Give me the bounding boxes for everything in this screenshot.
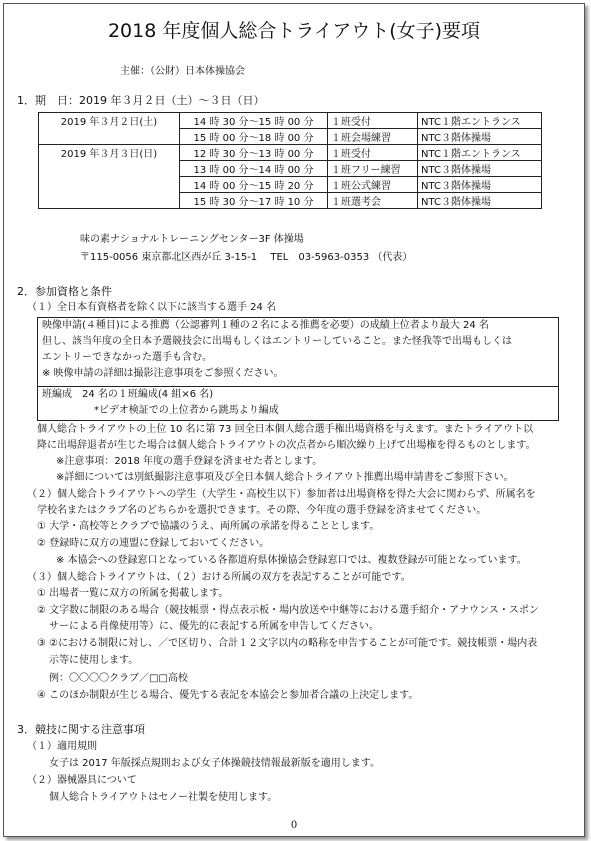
box1-line: エントリーできなかった選手も含む。: [42, 352, 212, 363]
schedule-table: [38, 112, 542, 209]
item3-line: ③ ②における制限に対し、／で区切り、合計１２文字以内の略称を申告することが可能です。競技帳票・場内表: [37, 638, 538, 649]
item2-line: ① 大学・高校等とクラブで協議のうえ、両所属の承諾を得ることとします。: [37, 521, 380, 532]
document-page: [3, 3, 585, 837]
schedule-date: [39, 129, 180, 145]
box1-line: 映像申請(４種目)による推薦（公認審判１種の２名による推薦を必要）の成績上位者より最大 24 名: [42, 320, 489, 331]
schedule-place: NTC３階体操場: [418, 177, 542, 193]
venue-address: 〒115-0056 東京都北区西が丘 3-15-1 TEL 03-5963-0353 （代表）: [80, 252, 413, 263]
item3-line: 示等に使用します。: [49, 655, 139, 666]
item3-line: ② 文字数に制限のある場合（競技帳票・得点表示板・場内放送や中継等における選手紹介・アナウンス・スポン: [37, 605, 539, 616]
schedule-row: [39, 177, 542, 193]
schedule-event: １班フリー練習: [328, 161, 418, 177]
schedule-place: NTC３階体操場: [418, 193, 542, 209]
box1-line: ※ 映像申請の詳細は撮影注意事項をご参照ください。: [42, 368, 284, 379]
section2-heading: 2．参加資格と条件: [17, 285, 112, 298]
section3-heading: 3．競技に関する注意事項: [17, 723, 145, 736]
schedule-date: [39, 177, 180, 193]
section3-line: （２）器械器具について: [27, 775, 137, 786]
schedule-time: 14 時 00 分～15 時 20 分: [180, 177, 328, 193]
schedule-date: 2019 年３月３日(日): [39, 145, 180, 161]
venue-name: 味の素ナショナルトレーニングセンター3F 体操場: [80, 234, 304, 245]
schedule-date: [39, 161, 180, 177]
schedule-time: 14 時 30 分～15 時 00 分: [180, 113, 328, 129]
schedule-event: １班受付: [328, 145, 418, 161]
item3-line: 例：〇〇〇〇クラブ／□□高校: [49, 673, 188, 684]
schedule-place: NTC３階体操場: [418, 161, 542, 177]
schedule-date: 2019 年３月２日(土): [39, 113, 180, 129]
item3-line: ① 出場者一覧に双方の所属を掲載します。: [37, 588, 229, 599]
item2-line: ※ 本協会への登録窓口となっている各都道府県体操協会登録窓口では、複数登録が可能となっています。: [56, 555, 527, 566]
schedule-time: 15 時 00 分～18 時 00 分: [180, 129, 328, 145]
schedule-time: 13 時 00 分～14 時 00 分: [180, 161, 328, 177]
para-line: ※詳細については別紙撮影注意事項及び全日本個人総合トライアウト推薦出場申請書をご参照下さい。: [56, 472, 514, 483]
section1-heading: 1．期 日：2019 年３月２日（土）～３日（日）: [17, 94, 265, 107]
schedule-row: [39, 145, 542, 161]
section3-line: （１）適用規則: [27, 741, 97, 752]
para-line: 降に出場辞退者が生じた場合は個人総合トライアウトの次点者から順次繰り上げて出場権を得るものとします。: [37, 440, 536, 451]
schedule-event: １班会場練習: [328, 129, 418, 145]
schedule-event: １班公式練習: [328, 177, 418, 193]
schedule-place: NTC１階エントランス: [418, 145, 542, 161]
para-line: ※注意事項：2018 年度の選手登録を済ませた者とします。: [56, 456, 323, 467]
section3-line: 個人総合トライアウトはセノー社製を使用します。: [49, 792, 278, 803]
box1-line: 但し、該当年度の全日本予選競技会に出場もしくはエントリーしていること。また怪我等で出場もしくは: [42, 336, 512, 347]
box2-line: *ビデオ検証での上位者から跳馬より編成: [94, 405, 279, 416]
item3-line: サーによる肖像使用等）に、優先的に表記する所属を申告してください。: [49, 621, 379, 632]
schedule-date: [39, 193, 180, 209]
schedule-time: 15 時 30 分～17 時 10 分: [180, 193, 328, 209]
schedule-place: NTC３階体操場: [418, 129, 542, 145]
schedule-event: １班選考会: [328, 193, 418, 209]
schedule-place: NTC１階エントランス: [418, 113, 542, 129]
box2-line: 班編成 24 名の１班編成(4 組×6 名): [42, 389, 214, 400]
schedule-event: １班受付: [328, 113, 418, 129]
section2-item1: （１）全日本有資格者を除く以下に該当する選手 24 名: [27, 302, 277, 313]
section3-line: 女子は 2017 年版採点規則および女子体操競技情報最新版を適用します。: [49, 758, 381, 769]
item3-line: （３）個人総合トライアウトは、（２）おける所属の双方を表記することが可能です。: [27, 572, 411, 583]
para-line: 個人総合トライアウトの上位 10 名に第 73 回全日本個人総合選手権出場資格を与えます。またトライアウト以: [37, 424, 534, 435]
item2-line: ② 登録時に双方の連盟に登録しておいてください。: [37, 538, 270, 549]
schedule-row: [39, 193, 542, 209]
schedule-row: [39, 161, 542, 177]
schedule-row: [39, 113, 542, 129]
organizer-line: 主催：（公財）日本体操協会: [120, 66, 245, 77]
document-title: 2018 年度個人総合トライアウト(女子)要項: [107, 20, 481, 42]
schedule-row: [39, 129, 542, 145]
item2-line: 学校名またはクラブ名のどちらかを選択できます。その際、今年度の選手登録を済ませてください。: [37, 505, 487, 516]
schedule-time: 12 時 30 分～13 時 00 分: [180, 145, 328, 161]
item2-line: （２）個人総合トライアウトへの学生（大学生・高校生以下）参加者は出場資格を得た大会に関わらず、所属名を: [27, 489, 536, 500]
page-number: 0: [290, 820, 298, 831]
item3-line: ④ このほか制限が生じる場合、優先する表記を本協会と参加者合議の上決定します。: [37, 690, 419, 701]
